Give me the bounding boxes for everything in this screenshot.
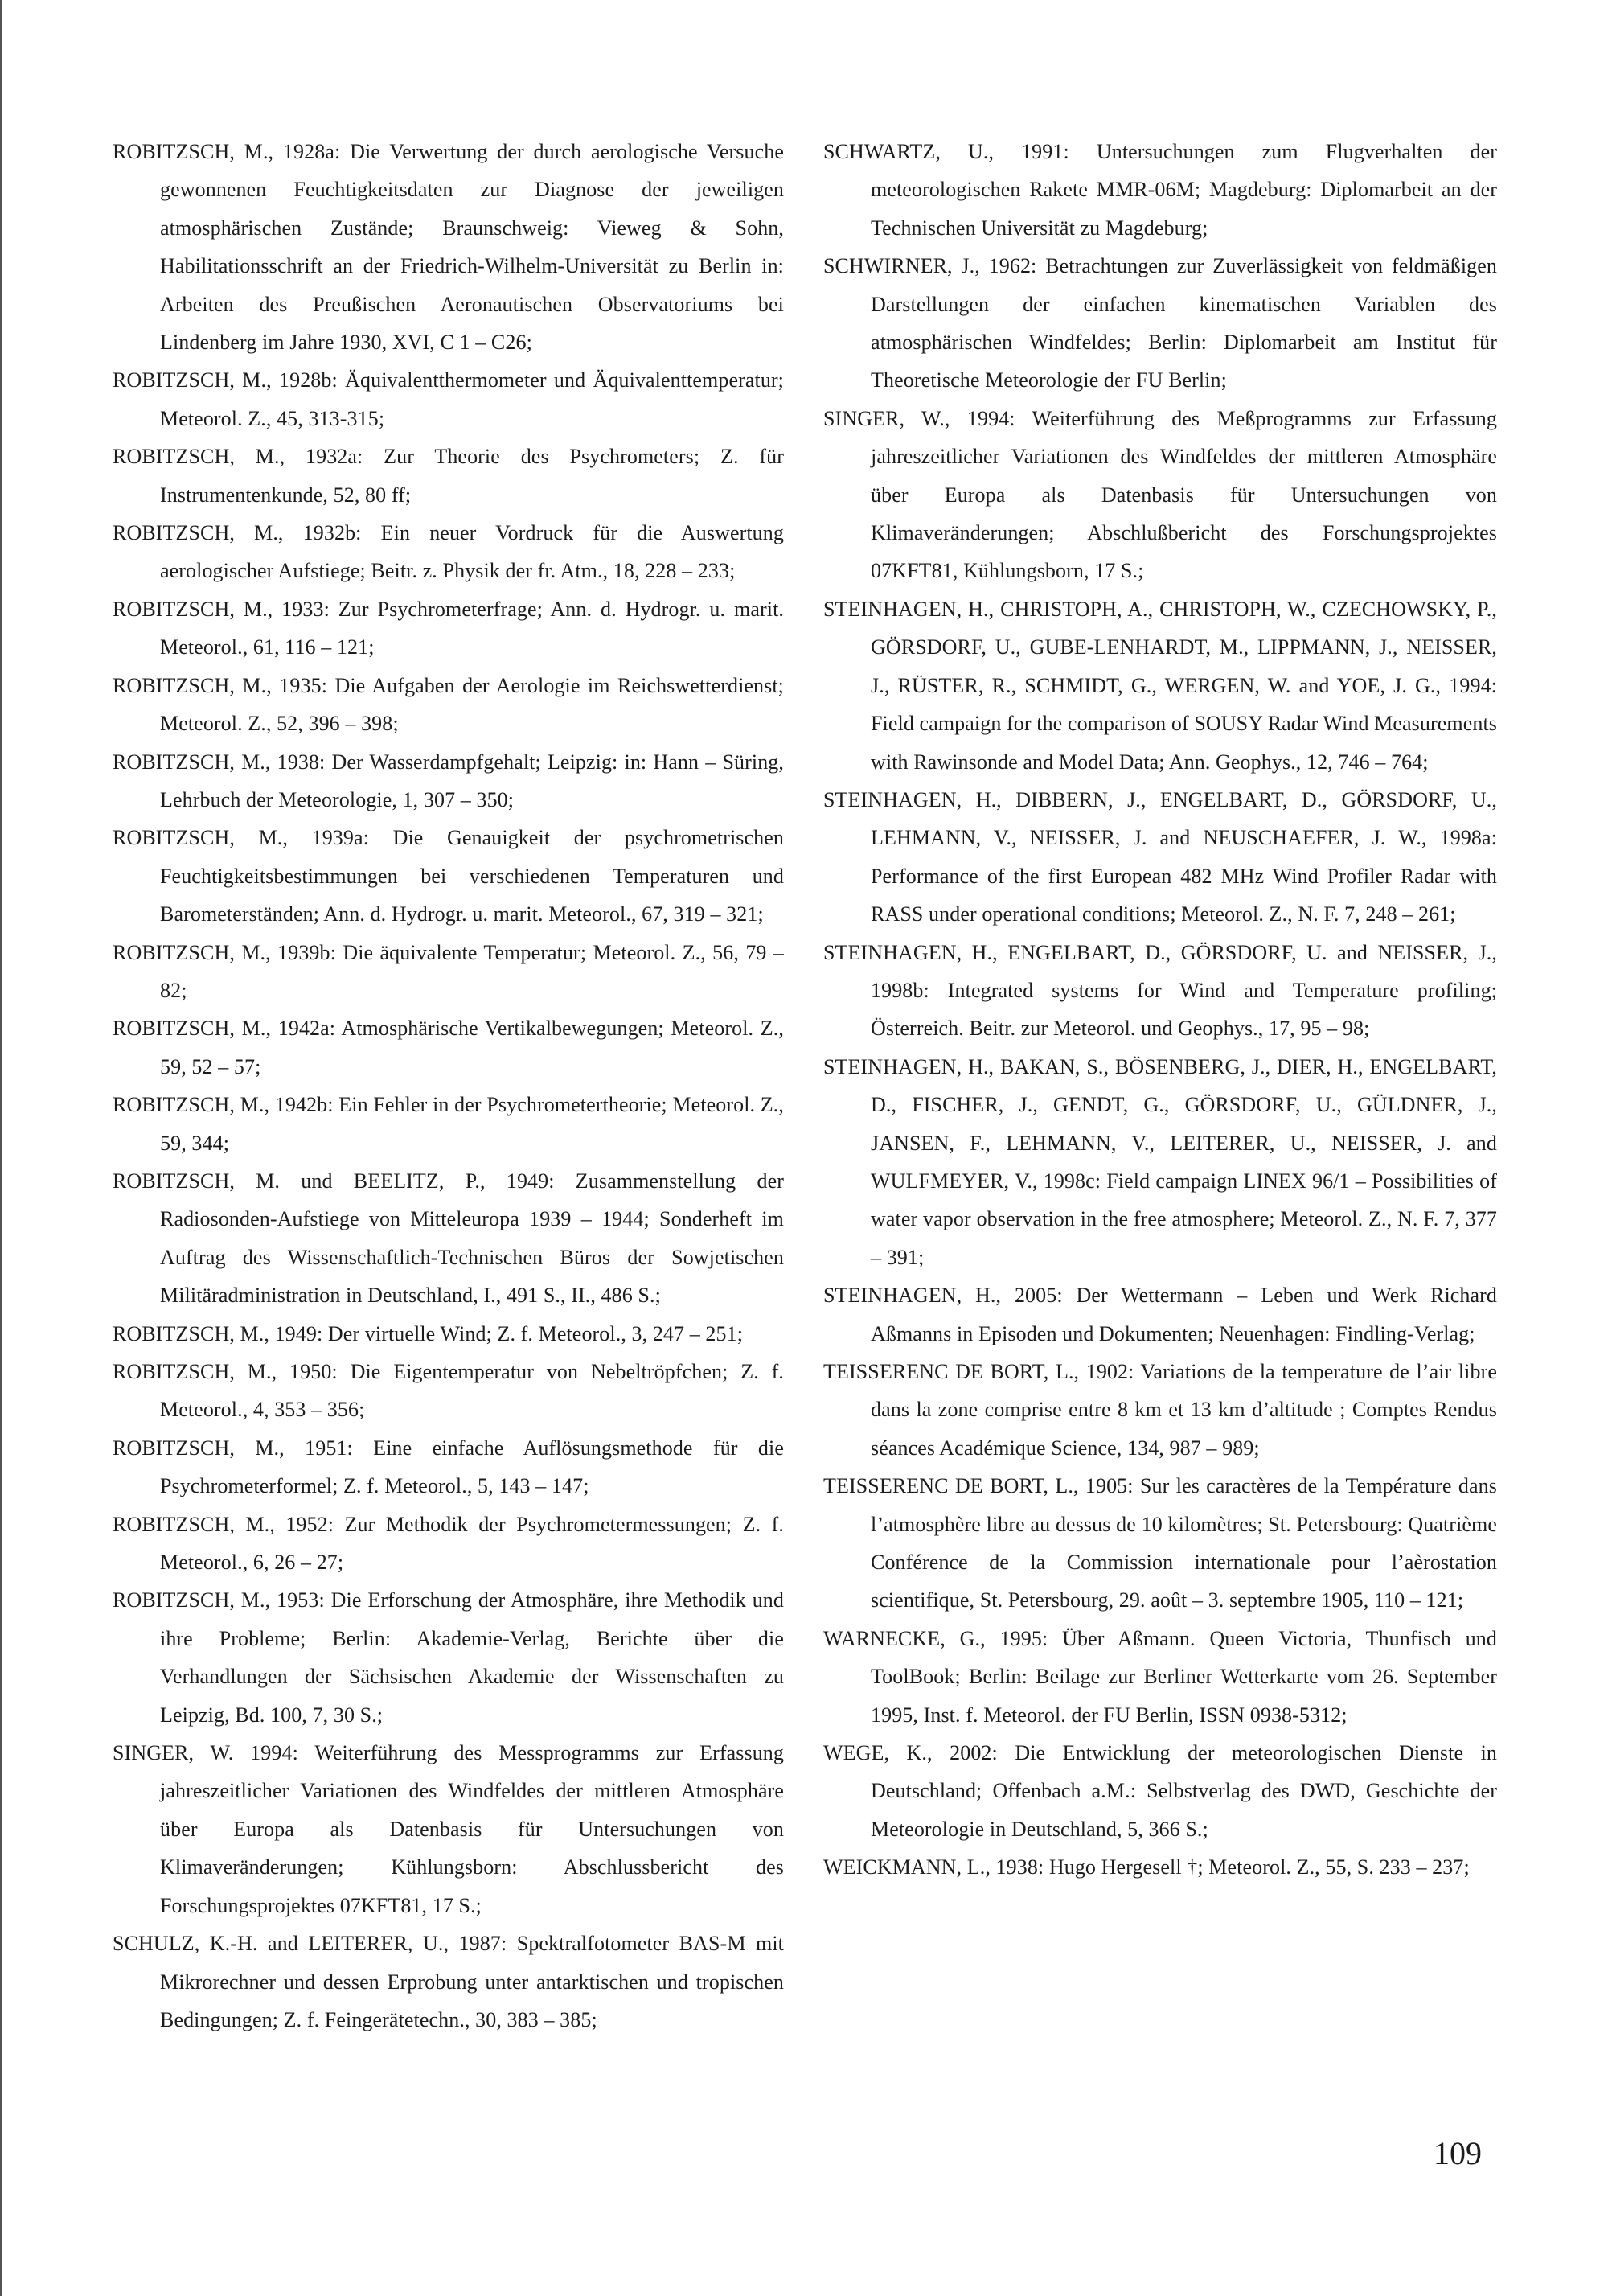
reference-entry: ROBITZSCH, M., 1952: Zur Methodik der Psychrometermessungen; Z. f. Meteorol., 6, 26 – 27; (113, 1512, 784, 1575)
reference-entry: ROBITZSCH, M., 1935: Die Aufgaben der Aerologie im Reichswetterdienst; Meteorol. Z., 52, 396 – 398; (113, 673, 784, 736)
reference-entry: SCHWARTZ, U., 1991: Untersuchungen zum Flugverhalten der meteorologischen Rakete MMR-06M; Magdeburg: Diplomarbeit an der Technischen Universität zu Magdeburg; (823, 140, 1497, 240)
reference-entry: STEINHAGEN, H., BAKAN, S., BÖSENBERG, J., DIER, H., ENGELBART, D., FISCHER, J., GENDT, G., GÖRSDORF, U., GÜLDNER, J., JANSEN, F., LEHMANN, V., LEITERER, U., NEISSER, J. and WULFMEYER, V., 1998c: Field campaign LINEX 96/1 – Possibilities of water vapor observation in the free atmosphere; Meteorol. Z., N. F. 7, 377 – 391; (823, 1054, 1497, 1269)
bibliography-right-column (823, 133, 1497, 1887)
reference-entry: ROBITZSCH, M., 1942a: Atmosphärische Vertikalbewegungen; Meteorol. Z., 59, 52 – 57; (113, 1017, 784, 1078)
bibliography-left-column (113, 133, 784, 2039)
reference-entry: WARNECKE, G., 1995: Über Aßmann. Queen Victoria, Thunfisch und ToolBook; Berlin: Beilage zur Berliner Wetterkarte vom 26. September 1995, Inst. f. Meteorol. der FU Berlin, ISSN 0938-5312; (823, 1626, 1497, 1727)
reference-entry: ROBITZSCH, M., 1942b: Ein Fehler in der Psychrometertheorie; Meteorol. Z., 59, 344; (113, 1093, 784, 1155)
reference-entry: STEINHAGEN, H., ENGELBART, D., GÖRSDORF, U. and NEISSER, J., 1998b: Integrated systems for Wind and Temperature profiling; Österreich. Beitr. zur Meteorol. und Geophys., 17, 95 – 98; (823, 940, 1497, 1041)
reference-entry: STEINHAGEN, H., DIBBERN, J., ENGELBART, D., GÖRSDORF, U., LEHMANN, V., NEISSER, J. and NEUSCHAEFER, J. W., 1998a: Performance of the first European 482 MHz Wind Profiler Radar with RASS under operational conditions; Meteorol. Z., N. F. 7, 248 – 261; (823, 787, 1497, 926)
reference-entry: ROBITZSCH, M., 1939a: Die Genauigkeit der psychrometrischen Feuchtigkeitsbestimmungen bei verschiedenen Temperaturen und Barometerständen; Ann. d. Hydrogr. u. marit. Meteorol., 67, 319 – 321; (113, 826, 784, 926)
reference-entry: SCHULZ, K.-H. and LEITERER, U., 1987: Spektralfotometer BAS-M mit Mikrorechner und dessen Erprobung unter antarktischen und tropischen Bedingungen; Z. f. Feingerätetechn., 30, 383 – 385; (113, 1932, 784, 2031)
reference-entry: ROBITZSCH, M., 1938: Der Wasserdampfgehalt; Leipzig: in: Hann – Süring, Lehrbuch der Meteorologie, 1, 307 – 350; (113, 750, 784, 811)
reference-entry: SINGER, W., 1994: Weiterführung des Meßprogramms zur Erfassung jahreszeitlicher Variationen des Windfeldes der mittleren Atmosphäre über Europa als Datenbasis für Untersuchungen von Klimaveränderungen; Abschlußbericht des Forschungsprojektes 07KFT81, Kühlungsborn, 17 S.; (823, 406, 1497, 583)
page-number: 109 (1434, 2135, 1482, 2171)
reference-entry: ROBITZSCH, M., 1928a: Die Verwertung der durch aerologische Versuche gewonnenen Feuchtigkeitsdaten zur Diagnose der jeweiligen atmosphärischen Zustände; Braunschweig: Vieweg & Sohn, Habilitationsschrift an der Friedrich-Wilhelm-Universität zu Berlin in: Arbeiten des Preußischen Aeronautischen Observatoriums bei Lindenberg im Jahre 1930, XVI, C 1 – C26; (113, 140, 784, 355)
reference-entry: SINGER, W. 1994: Weiterführung des Messprogramms zur Erfassung jahreszeitlicher Variationen des Windfeldes der mittleren Atmosphäre über Europa als Datenbasis für Untersuchungen von Klimaveränderungen; Kühlungsborn: Abschlussbericht des Forschungsprojektes 07KFT81, 17 S.; (113, 1741, 784, 1917)
reference-entry: ROBITZSCH, M., 1932a: Zur Theorie des Psychrometers; Z. für Instrumentenkunde, 52, 80 ff; (113, 445, 784, 507)
scan-edge (0, 0, 2, 2296)
reference-entry: SCHWIRNER, J., 1962: Betrachtungen zur Zuverlässigkeit von feldmäßigen Darstellungen der einfachen kinematischen Variablen des atmosphärischen Windfeldes; Berlin: Diplomarbeit am Institut für Theoretische Meteorologie der FU Berlin; (823, 254, 1497, 392)
reference-entry: ROBITZSCH, M., 1950: Die Eigentemperatur von Nebeltröpfchen; Z. f. Meteorol., 4, 353 – 356; (113, 1360, 784, 1422)
reference-entry: WEICKMANN, L., 1938: Hugo Hergesell †; Meteorol. Z., 55, S. 233 – 237; (823, 1855, 1470, 1879)
reference-entry: ROBITZSCH, M., 1953: Die Erforschung der Atmosphäre, ihre Methodik und ihre Probleme; Berlin: Akademie-Verlag, Berichte über die Verhandlungen der Sächsischen Akademie der Wissenschaften zu Leipzig, Bd. 100, 7, 30 S.; (113, 1588, 784, 1727)
reference-entry: ROBITZSCH, M., 1949: Der virtuelle Wind; Z. f. Meteorol., 3, 247 – 251; (113, 1321, 744, 1345)
reference-entry: STEINHAGEN, H., 2005: Der Wettermann – Leben und Werk Richard Aßmanns in Episoden und Dokumenten; Neuenhagen: Findling-Verlag; (823, 1284, 1497, 1345)
reference-entry: ROBITZSCH, M., 1951: Eine einfache Auflösungsmethode für die Psychrometerformel; Z. f. Meteorol., 5, 143 – 147; (113, 1436, 784, 1498)
reference-entry: ROBITZSCH, M., 1933: Zur Psychrometerfrage; Ann. d. Hydrogr. u. marit. Meteorol., 61, 116 – 121; (113, 597, 784, 659)
reference-entry: ROBITZSCH, M., 1928b: Äquivalentthermometer und Äquivalenttemperatur; Meteorol. Z., 45, 313-315; (113, 368, 784, 430)
reference-entry: STEINHAGEN, H., CHRISTOPH, A., CHRISTOPH, W., CZECHOWSKY, P., GÖRSDORF, U., GUBE-LENHARDT, M., LIPPMANN, J., NEISSER, J., RÜSTER, R., SCHMIDT, G., WERGEN, W. and YOE, J. G., 1994: Field campaign for the comparison of SOUSY Radar Wind Measurements with Rawinsonde and Model Data; Ann. Geophys., 12, 746 – 764; (823, 597, 1497, 774)
reference-entry: TEISSERENC DE BORT, L., 1902: Variations de la temperature de l’air libre dans la zone comprise entre 8 km et 13 km d’altitude ; Comptes Rendus séances Académique Science, 134, 987 – 989; (823, 1360, 1497, 1460)
reference-entry: WEGE, K., 2002: Die Entwicklung der meteorologischen Dienste in Deutschland; Offenbach a.M.: Selbstverlag des DWD, Geschichte der Meteorologie in Deutschland, 5, 366 S.; (823, 1741, 1497, 1841)
reference-entry: ROBITZSCH, M., 1932b: Ein neuer Vordruck für die Auswertung aerologischer Aufstiege; Beitr. z. Physik der fr. Atm., 18, 228 – 233; (113, 521, 784, 583)
reference-entry: TEISSERENC DE BORT, L., 1905: Sur les caractères de la Température dans l’atmosphère libre au dessus de 10 kilomètres; St. Petersbourg: Quatrième Conférence de la Commission internationale pour l’aèrostation scientifique, St. Petersbourg, 29. août – 3. septembre 1905, 110 – 121; (823, 1474, 1497, 1612)
reference-entry: ROBITZSCH, M., 1939b: Die äquivalente Temperatur; Meteorol. Z., 56, 79 – 82; (113, 940, 784, 1002)
reference-entry: ROBITZSCH, M. und BEELITZ, P., 1949: Zusammenstellung der Radiosonden-Aufstiege von Mitteleuropa 1939 – 1944; Sonderheft im Auftrag des Wissenschaftlich-Technischen Büros der Sowjetischen Militäradministration in Deutschland, I., 491 S., II., 486 S.; (113, 1169, 784, 1308)
